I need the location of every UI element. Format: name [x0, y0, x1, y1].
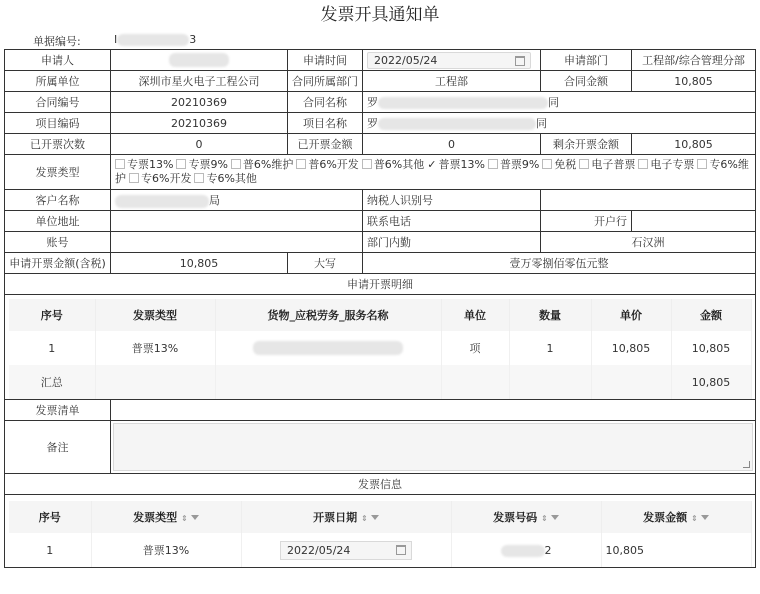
table-row	[9, 533, 751, 567]
detail-col-unit: 单位	[441, 299, 509, 331]
invoice-type-label: 普6%其他	[373, 158, 425, 171]
dept-staff-label: 部门内勤	[363, 232, 541, 253]
checkbox[interactable]	[697, 159, 707, 169]
customer-name-value	[111, 190, 363, 211]
form-row-invoice-list	[5, 400, 756, 421]
filter-icon[interactable]	[191, 515, 199, 520]
checkbox[interactable]	[194, 173, 204, 183]
detail-col-type: 发票类型	[95, 299, 215, 331]
dept-value: 工程部/综合管理分部	[632, 50, 756, 71]
info-col-amount-label: 发票金额	[643, 511, 688, 524]
invoice-type-label: 专6%维护	[115, 158, 749, 185]
contract-amount-value: 10,805	[632, 71, 756, 92]
checkbox[interactable]	[129, 173, 139, 183]
amount-label: 申请开票金额(含税)	[5, 253, 111, 274]
detail-col-qty: 数量	[509, 299, 591, 331]
remark-textarea[interactable]	[113, 423, 753, 471]
invoice-type-option[interactable]	[427, 158, 485, 171]
detail-title-row	[5, 274, 756, 295]
summary-label: 汇总	[9, 365, 95, 399]
invoice-type-label: 专6%其他	[206, 172, 257, 185]
checkbox[interactable]	[362, 159, 372, 169]
checkmark-icon[interactable]: ✓	[427, 158, 437, 171]
customer-name-suffix: 局	[209, 194, 220, 207]
invoice-type-label: 电子专票	[650, 158, 695, 171]
info-cell-no: 1	[9, 533, 91, 567]
form-row-contract	[5, 92, 756, 113]
summary-empty	[591, 365, 671, 399]
invoice-type-label: 专票9%	[188, 158, 228, 171]
contract-dept-value: 工程部	[363, 71, 541, 92]
invoice-type-option[interactable]	[231, 158, 293, 171]
sort-icon[interactable]: ⇕	[541, 514, 548, 523]
invoice-type-label: 普票13%	[438, 158, 485, 171]
checkbox[interactable]	[115, 159, 125, 169]
info-col-amount[interactable]	[601, 501, 751, 533]
apply-time-cell	[363, 50, 541, 71]
form-row-invoice-types	[5, 155, 756, 190]
sort-icon[interactable]: ⇕	[181, 514, 188, 523]
form-row-unit	[5, 71, 756, 92]
doc-no-suffix: 3	[189, 33, 197, 46]
info-col-number-label: 发票号码	[493, 511, 538, 524]
detail-table-row	[5, 295, 756, 400]
filter-icon[interactable]	[371, 515, 379, 520]
customer-name-label: 客户名称	[5, 190, 111, 211]
invoice-type-option[interactable]	[579, 158, 635, 171]
detail-table	[9, 299, 752, 399]
form-row-applicant	[5, 50, 756, 71]
taxpayer-label: 纳税人识别号	[363, 190, 541, 211]
detail-header-row	[9, 299, 751, 331]
taxpayer-value	[541, 190, 756, 211]
invoice-type-label: 专6%开发	[141, 172, 192, 185]
info-col-type-label: 发票类型	[133, 511, 178, 524]
summary-empty	[95, 365, 215, 399]
info-col-date[interactable]	[241, 501, 451, 533]
info-col-number[interactable]	[451, 501, 601, 533]
redacted-block	[117, 34, 189, 46]
info-cell-number	[451, 533, 601, 567]
apply-time-value: 2022/05/24	[374, 53, 438, 67]
invoice-type-label: 电子普票	[591, 158, 636, 171]
redacted-block	[169, 53, 229, 67]
detail-cell-no: 1	[9, 331, 95, 365]
detail-title: 申请开票明细	[5, 274, 756, 295]
project-name-suffix: 同	[536, 117, 547, 130]
amount-upper-value: 壹万零捌佰零伍元整	[363, 253, 756, 274]
invoice-type-option[interactable]	[638, 158, 694, 171]
contract-no-label: 合同编号	[5, 92, 111, 113]
redacted-block	[378, 118, 536, 130]
invoice-type-option[interactable]	[542, 158, 576, 171]
invoice-info-table-row	[5, 495, 756, 568]
address-value	[111, 211, 363, 232]
unit-value: 深圳市星火电子工程公司	[111, 71, 288, 92]
doc-no-value	[114, 33, 196, 46]
detail-col-amount: 金额	[671, 299, 751, 331]
invoice-list-value	[111, 400, 756, 421]
form-row-customer	[5, 190, 756, 211]
checkbox[interactable]	[542, 159, 552, 169]
summary-amount: 10,805	[671, 365, 751, 399]
project-no-label: 项目编码	[5, 113, 111, 134]
detail-col-no: 序号	[9, 299, 95, 331]
account-label: 账号	[5, 232, 111, 253]
account-value	[111, 232, 363, 253]
detail-cell-type: 普票13%	[95, 331, 215, 365]
invoiced-amount-label: 已开票金额	[288, 134, 363, 155]
invoice-type-option[interactable]	[362, 158, 424, 171]
project-no-value: 20210369	[111, 113, 288, 134]
info-number-suffix: 2	[544, 543, 552, 557]
sort-icon[interactable]: ⇕	[361, 514, 368, 523]
contract-amount-label: 合同金额	[541, 71, 632, 92]
redacted-block	[253, 341, 403, 355]
apply-time-picker[interactable]	[367, 52, 531, 69]
amount-value: 10,805	[111, 253, 288, 274]
remark-label: 备注	[5, 421, 111, 474]
invoice-type-option[interactable]	[115, 158, 173, 171]
checkbox[interactable]	[579, 159, 589, 169]
redacted-block	[378, 97, 548, 109]
filter-icon[interactable]	[701, 515, 709, 520]
form-row-project	[5, 113, 756, 134]
invoice-type-option[interactable]	[194, 172, 256, 185]
address-label: 单位地址	[5, 211, 111, 232]
dept-label: 申请部门	[541, 50, 632, 71]
detail-cell-qty: 1	[509, 331, 591, 365]
info-cell-amount: 10,805	[601, 533, 751, 567]
info-col-date-label: 开票日期	[313, 511, 358, 524]
doc-no-label: 单据编号:	[33, 35, 81, 48]
contract-name-value	[363, 92, 756, 113]
invoice-list-label: 发票清单	[5, 400, 111, 421]
contract-no-value: 20210369	[111, 92, 288, 113]
remaining-value: 10,805	[632, 134, 756, 155]
detail-cell-amount: 10,805	[671, 331, 751, 365]
unit-label: 所属单位	[5, 71, 111, 92]
contract-dept-label: 合同所属部门	[288, 71, 363, 92]
invoice-type-option[interactable]	[488, 158, 539, 171]
filter-icon[interactable]	[551, 515, 559, 520]
contract-name-prefix: 罗	[367, 96, 378, 109]
calendar-icon	[396, 545, 406, 555]
info-col-no: 序号	[9, 501, 91, 533]
form-row-amount	[5, 253, 756, 274]
remaining-label: 剩余开票金额	[541, 134, 632, 155]
checkbox[interactable]	[296, 159, 306, 169]
invoice-form	[4, 49, 756, 568]
bank-label: 开户行	[541, 211, 632, 232]
applicant-value	[111, 50, 288, 71]
checkbox[interactable]	[231, 159, 241, 169]
sort-icon[interactable]: ⇕	[691, 514, 698, 523]
checkbox[interactable]	[488, 159, 498, 169]
invoice-type-option[interactable]	[176, 158, 227, 171]
contract-name-label: 合同名称	[288, 92, 363, 113]
invoice-info-header-row	[9, 501, 751, 533]
detail-cell-goods	[215, 331, 441, 365]
calendar-icon	[515, 56, 525, 66]
summary-empty	[441, 365, 509, 399]
invoice-info-table-cell	[5, 495, 756, 568]
project-name-value	[363, 113, 756, 134]
applicant-label: 申请人	[5, 50, 111, 71]
detail-table-cell	[5, 295, 756, 400]
invoice-type-option[interactable]	[296, 158, 358, 171]
invoice-date-value: 2022/05/24	[287, 543, 351, 557]
invoice-type-label: 免税	[554, 158, 577, 171]
project-name-label: 项目名称	[288, 113, 363, 134]
table-row	[9, 331, 751, 365]
doc-no-prefix: I	[114, 33, 118, 46]
invoice-info-title: 发票信息	[5, 474, 756, 495]
summary-empty	[509, 365, 591, 399]
phone-label: 联系电话	[363, 211, 541, 232]
resize-grip-icon[interactable]	[743, 461, 750, 468]
invoice-date-picker[interactable]	[280, 541, 412, 560]
detail-summary-row	[9, 365, 751, 399]
info-col-type[interactable]	[91, 501, 241, 533]
detail-col-goods: 货物_应税劳务_服务名称	[215, 299, 441, 331]
summary-empty	[215, 365, 441, 399]
detail-col-price: 单价	[591, 299, 671, 331]
form-row-invoiced	[5, 134, 756, 155]
invoice-info-table	[9, 501, 752, 567]
apply-time-label: 申请时间	[288, 50, 363, 71]
invoice-types-label: 发票类型	[5, 155, 111, 190]
remark-cell	[111, 421, 756, 474]
form-row-account	[5, 232, 756, 253]
invoice-types-group	[111, 155, 756, 190]
invoiced-times-value: 0	[111, 134, 288, 155]
invoice-type-label: 普6%维护	[242, 158, 294, 171]
invoiced-times-label: 已开票次数	[5, 134, 111, 155]
redacted-block	[115, 195, 209, 208]
contract-name-suffix: 同	[548, 96, 559, 109]
invoice-type-label: 专票13%	[127, 158, 174, 171]
detail-cell-unit: 项	[441, 331, 509, 365]
amount-upper-label: 大写	[288, 253, 363, 274]
page-title: 发票开具通知单	[320, 5, 440, 25]
invoice-info-title-row	[5, 474, 756, 495]
info-cell-date	[241, 533, 451, 567]
checkbox[interactable]	[638, 159, 648, 169]
bank-value	[632, 211, 756, 232]
invoiced-amount-value: 0	[363, 134, 541, 155]
info-cell-type: 普票13%	[91, 533, 241, 567]
redacted-block	[501, 545, 545, 557]
form-row-remark	[5, 421, 756, 474]
project-name-prefix: 罗	[367, 117, 378, 130]
dept-staff-value: 石汉洲	[541, 232, 756, 253]
invoice-type-label: 普6%开发	[308, 158, 359, 171]
invoice-type-label: 普票9%	[499, 158, 540, 171]
invoice-type-option[interactable]	[129, 172, 191, 185]
form-row-address	[5, 211, 756, 232]
checkbox[interactable]	[176, 159, 186, 169]
detail-cell-price: 10,805	[591, 331, 671, 365]
